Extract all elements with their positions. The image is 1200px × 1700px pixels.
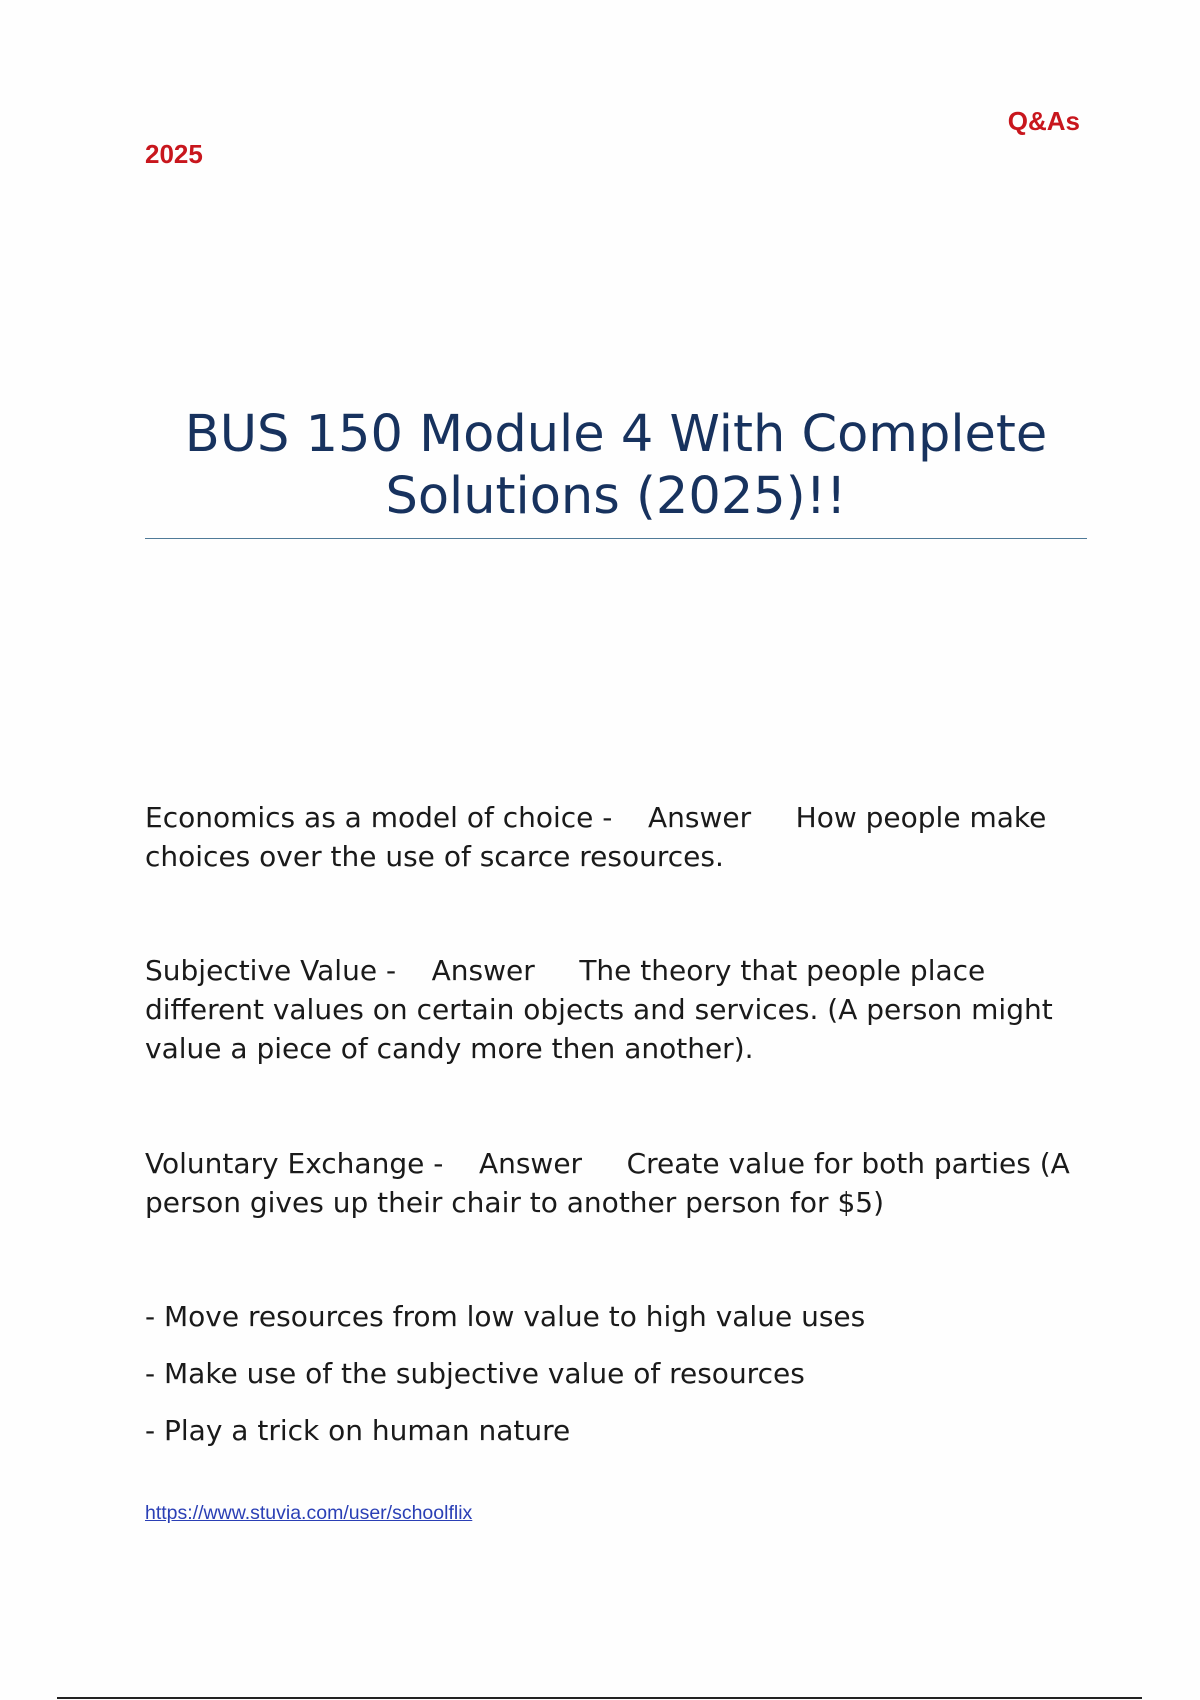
list-item: - Make use of the subjective value of resources: [145, 1357, 805, 1390]
page-bottom-rule: [57, 1697, 1142, 1699]
title-divider: [145, 538, 1087, 539]
qa-answer: The theory that people place different values on certain objects and services. (A person might value a piece of candy more then another).: [145, 954, 1053, 1065]
qa-answer-label: Answer: [431, 954, 535, 987]
year-tag: 2025: [145, 139, 203, 169]
qa-answer: Create value for both parties (A person gives up their chair to another person for $5): [145, 1147, 1070, 1219]
qa-item: [145, 1144, 1090, 1222]
list-item: - Play a trick on human nature: [145, 1414, 571, 1447]
qa-term: Voluntary Exchange -: [145, 1147, 444, 1180]
document-title: BUS 150 Module 4 With Complete Solutions (2025)!!: [184, 405, 1048, 526]
qa-answer-label: Answer: [648, 801, 752, 834]
source-link[interactable]: https://www.stuvia.com/user/schoolflix: [145, 1502, 473, 1524]
qas-tag: Q&As: [1007, 106, 1080, 136]
qa-item: [145, 798, 1090, 876]
qa-term: Subjective Value -: [145, 954, 397, 987]
bullet-list: [145, 1297, 865, 1468]
qa-answer-label: Answer: [478, 1147, 583, 1180]
list-item: - Move resources from low value to high value uses: [145, 1300, 866, 1333]
qa-item: [145, 951, 1090, 1068]
qa-term: Economics as a model of choice -: [145, 801, 613, 834]
qa-answer: How people make choices over the use of scarce resources.: [145, 801, 1047, 873]
